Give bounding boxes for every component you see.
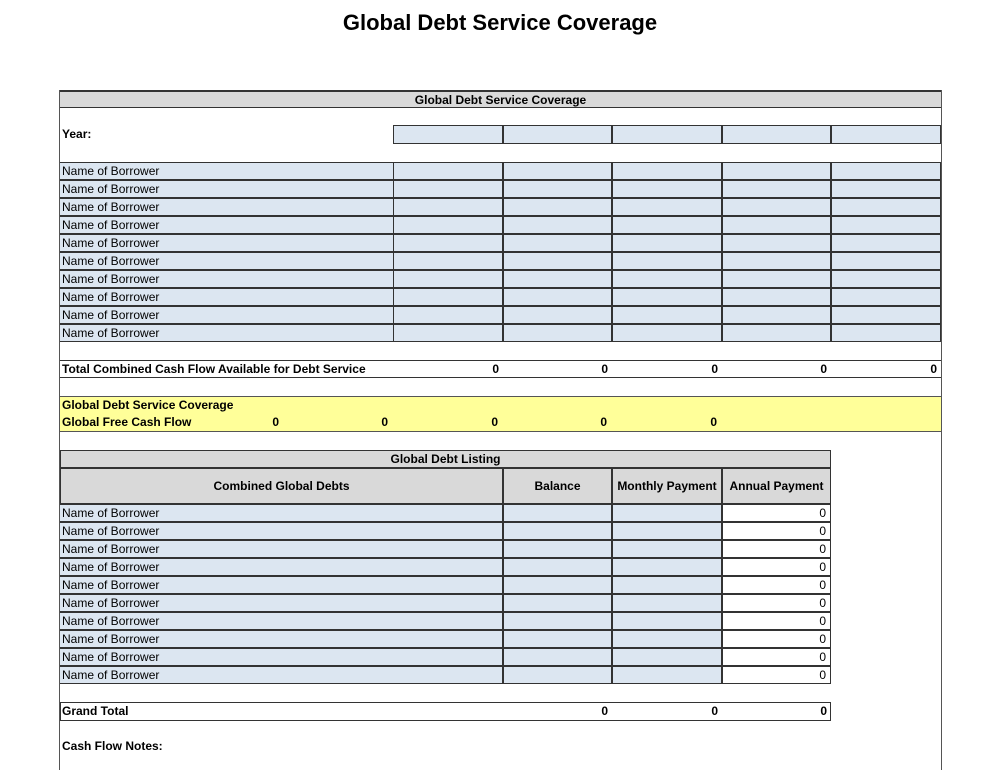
debt-annual-cell: 0: [722, 594, 831, 612]
borrower-value-cell[interactable]: [393, 306, 503, 324]
borrower-value-cell[interactable]: [393, 198, 503, 216]
spreadsheet: [59, 90, 942, 770]
borrower-value-cell[interactable]: [503, 270, 612, 288]
borrower-value-cell[interactable]: [831, 270, 941, 288]
col-header-balance: Balance: [503, 468, 612, 504]
borrower-value-cell[interactable]: [612, 288, 722, 306]
grand-total-annual: 0: [820, 704, 827, 718]
debt-monthly-cell[interactable]: [612, 594, 722, 612]
borrower-name-cell[interactable]: Name of Borrower: [60, 288, 393, 306]
borrower-value-cell[interactable]: [393, 270, 503, 288]
borrower-value-cell[interactable]: [503, 324, 612, 342]
debt-borrower-cell[interactable]: Name of Borrower: [60, 540, 503, 558]
gfcf-value: 0: [381, 415, 388, 429]
borrower-value-cell[interactable]: [503, 252, 612, 270]
gfcf-label: Global Free Cash Flow: [62, 415, 192, 429]
debt-annual-cell: 0: [722, 612, 831, 630]
total-cashflow-value: 0: [503, 360, 612, 378]
borrower-value-cell[interactable]: [393, 180, 503, 198]
debt-annual-cell: 0: [722, 666, 831, 684]
total-cashflow-value: 0: [722, 360, 831, 378]
borrower-name-cell[interactable]: Name of Borrower: [60, 180, 393, 198]
debt-balance-cell[interactable]: [503, 522, 612, 540]
borrower-value-cell[interactable]: [831, 306, 941, 324]
debt-balance-cell[interactable]: [503, 630, 612, 648]
coverage-header: Global Debt Service Coverage: [60, 90, 941, 108]
debt-borrower-cell[interactable]: Name of Borrower: [60, 630, 503, 648]
debt-borrower-cell[interactable]: Name of Borrower: [60, 504, 503, 522]
borrower-name-cell[interactable]: Name of Borrower: [60, 216, 393, 234]
debt-annual-cell: 0: [722, 540, 831, 558]
debt-annual-cell: 0: [722, 576, 831, 594]
year-input[interactable]: [393, 125, 503, 144]
borrower-value-cell[interactable]: [393, 234, 503, 252]
borrower-value-cell[interactable]: [722, 162, 831, 180]
borrower-value-cell[interactable]: [612, 306, 722, 324]
grand-total-balance: 0: [601, 704, 608, 718]
total-cashflow-value: 0: [831, 360, 941, 378]
borrower-value-cell[interactable]: [393, 216, 503, 234]
borrower-value-cell[interactable]: [612, 180, 722, 198]
total-cashflow-value: 0: [393, 360, 503, 378]
col-header-annual: Annual Payment: [722, 468, 831, 504]
gdsc-label: Global Debt Service Coverage: [62, 398, 234, 412]
borrower-value-cell[interactable]: [831, 324, 941, 342]
debt-borrower-cell[interactable]: Name of Borrower: [60, 648, 503, 666]
borrower-value-cell[interactable]: [393, 252, 503, 270]
borrower-value-cell[interactable]: [831, 288, 941, 306]
borrower-value-cell[interactable]: [722, 234, 831, 252]
total-cashflow-label: Total Combined Cash Flow Available for Debt Service: [60, 360, 393, 378]
borrower-value-cell[interactable]: [722, 324, 831, 342]
borrower-value-cell[interactable]: [612, 162, 722, 180]
year-input[interactable]: [612, 125, 722, 144]
borrower-name-cell[interactable]: Name of Borrower: [60, 306, 393, 324]
year-input[interactable]: [503, 125, 612, 144]
debt-borrower-cell[interactable]: Name of Borrower: [60, 576, 503, 594]
borrower-value-cell[interactable]: [722, 180, 831, 198]
debt-annual-cell: 0: [722, 504, 831, 522]
debt-balance-cell[interactable]: [503, 648, 612, 666]
debt-monthly-cell[interactable]: [612, 540, 722, 558]
debt-monthly-cell[interactable]: [612, 648, 722, 666]
borrower-value-cell[interactable]: [612, 324, 722, 342]
borrower-value-cell[interactable]: [831, 180, 941, 198]
borrower-value-cell[interactable]: [393, 324, 503, 342]
borrower-value-cell[interactable]: [503, 162, 612, 180]
debt-monthly-cell[interactable]: [612, 630, 722, 648]
debt-balance-cell[interactable]: [503, 576, 612, 594]
gfcf-value: 0: [600, 415, 607, 429]
debt-balance-cell[interactable]: [503, 540, 612, 558]
year-input[interactable]: [831, 125, 941, 144]
borrower-value-cell[interactable]: [831, 252, 941, 270]
borrower-value-cell[interactable]: [722, 270, 831, 288]
borrower-value-cell[interactable]: [722, 216, 831, 234]
borrower-value-cell[interactable]: [503, 234, 612, 252]
grand-total-label: Grand Total: [62, 704, 129, 718]
debt-balance-cell[interactable]: [503, 594, 612, 612]
listing-header: Global Debt Listing: [60, 450, 831, 468]
borrower-name-cell[interactable]: Name of Borrower: [60, 252, 393, 270]
borrower-value-cell[interactable]: [612, 270, 722, 288]
debt-borrower-cell[interactable]: Name of Borrower: [60, 522, 503, 540]
borrower-value-cell[interactable]: [722, 198, 831, 216]
debt-monthly-cell[interactable]: [612, 558, 722, 576]
debt-borrower-cell[interactable]: Name of Borrower: [60, 558, 503, 576]
borrower-name-cell[interactable]: Name of Borrower: [60, 324, 393, 342]
debt-borrower-cell[interactable]: Name of Borrower: [60, 594, 503, 612]
borrower-name-cell[interactable]: Name of Borrower: [60, 234, 393, 252]
borrower-value-cell[interactable]: [503, 288, 612, 306]
borrower-value-cell[interactable]: [503, 198, 612, 216]
debt-annual-cell: 0: [722, 558, 831, 576]
debt-monthly-cell[interactable]: [612, 612, 722, 630]
debt-monthly-cell[interactable]: [612, 522, 722, 540]
borrower-value-cell[interactable]: [393, 162, 503, 180]
debt-balance-cell[interactable]: [503, 504, 612, 522]
gfcf-value: 0: [272, 415, 279, 429]
debt-monthly-cell[interactable]: [612, 504, 722, 522]
cash-flow-notes-label: Cash Flow Notes:: [62, 739, 163, 753]
debt-borrower-cell[interactable]: Name of Borrower: [60, 612, 503, 630]
borrower-name-cell[interactable]: Name of Borrower: [60, 270, 393, 288]
borrower-value-cell[interactable]: [722, 288, 831, 306]
borrower-value-cell[interactable]: [831, 162, 941, 180]
debt-balance-cell[interactable]: [503, 612, 612, 630]
debt-balance-cell[interactable]: [503, 666, 612, 684]
borrower-value-cell[interactable]: [503, 216, 612, 234]
grand-total-monthly: 0: [711, 704, 718, 718]
col-header-debts: Combined Global Debts: [60, 468, 503, 504]
page-title: Global Debt Service Coverage: [342, 10, 658, 35]
borrower-value-cell[interactable]: [612, 234, 722, 252]
debt-annual-cell: 0: [722, 630, 831, 648]
gfcf-value: 0: [710, 415, 717, 429]
borrower-value-cell[interactable]: [503, 306, 612, 324]
borrower-value-cell[interactable]: [722, 306, 831, 324]
year-label: Year:: [62, 127, 92, 141]
borrower-value-cell[interactable]: [612, 252, 722, 270]
borrower-value-cell[interactable]: [393, 288, 503, 306]
borrower-value-cell[interactable]: [722, 252, 831, 270]
debt-annual-cell: 0: [722, 522, 831, 540]
debt-monthly-cell[interactable]: [612, 576, 722, 594]
total-cashflow-value: 0: [612, 360, 722, 378]
borrower-name-cell[interactable]: Name of Borrower: [60, 198, 393, 216]
borrower-name-cell[interactable]: Name of Borrower: [60, 162, 393, 180]
debt-monthly-cell[interactable]: [612, 666, 722, 684]
borrower-value-cell[interactable]: [503, 180, 612, 198]
debt-annual-cell: 0: [722, 648, 831, 666]
year-input[interactable]: [722, 125, 831, 144]
borrower-value-cell[interactable]: [831, 234, 941, 252]
borrower-value-cell[interactable]: [831, 198, 941, 216]
borrower-value-cell[interactable]: [612, 198, 722, 216]
col-header-monthly: Monthly Payment: [612, 468, 722, 504]
debt-borrower-cell[interactable]: Name of Borrower: [60, 666, 503, 684]
gfcf-value: 0: [491, 415, 498, 429]
debt-balance-cell[interactable]: [503, 558, 612, 576]
borrower-value-cell[interactable]: [612, 216, 722, 234]
borrower-value-cell[interactable]: [831, 216, 941, 234]
